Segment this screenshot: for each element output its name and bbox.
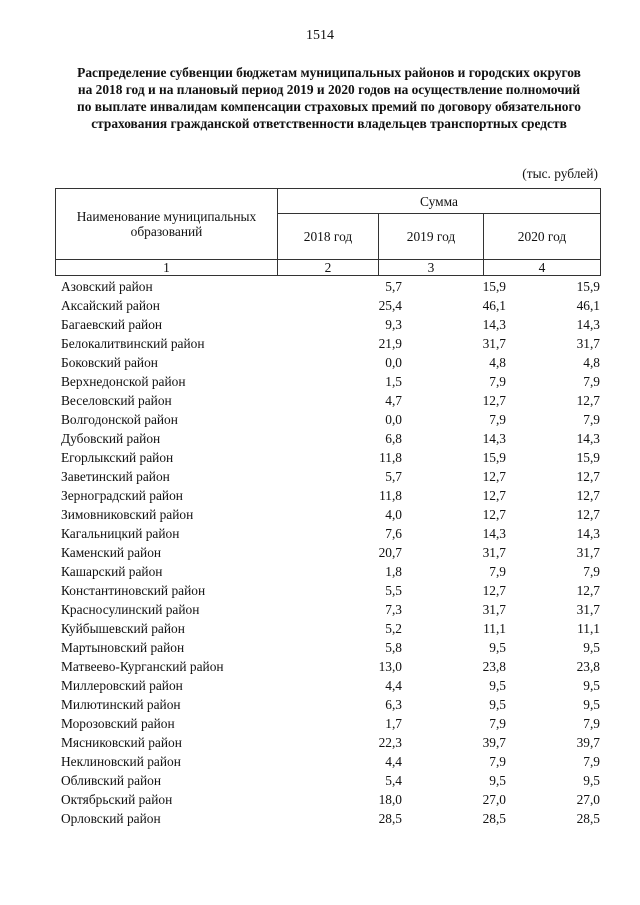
table-row xyxy=(55,277,600,296)
value-2018: 1,7 xyxy=(385,716,402,731)
value-2020: 12,7 xyxy=(576,469,600,484)
value-2019: 27,0 xyxy=(482,792,506,807)
row-name: Неклиновский район xyxy=(61,754,181,769)
value-2020: 46,1 xyxy=(576,298,600,313)
table-row xyxy=(55,505,600,524)
row-name: Матвеево-Курганский район xyxy=(61,659,224,674)
table-row xyxy=(55,391,600,410)
value-2018: 7,6 xyxy=(385,526,402,541)
value-2019: 12,7 xyxy=(482,507,506,522)
header-year-2019: 2019 год xyxy=(379,214,484,260)
row-name: Кагальницкий район xyxy=(61,526,180,541)
value-2019: 15,9 xyxy=(482,279,506,294)
table-row xyxy=(55,790,600,809)
value-2019: 15,9 xyxy=(482,450,506,465)
table-row xyxy=(55,334,600,353)
table-row xyxy=(55,410,600,429)
value-2020: 15,9 xyxy=(576,450,600,465)
value-2019: 9,5 xyxy=(489,773,506,788)
value-2019: 39,7 xyxy=(482,735,506,750)
row-name: Волгодонской район xyxy=(61,412,178,427)
row-name: Морозовский район xyxy=(61,716,175,731)
table-row xyxy=(55,714,600,733)
row-name: Константиновский район xyxy=(61,583,206,598)
table-row xyxy=(55,638,600,657)
row-name: Боковский район xyxy=(61,355,158,370)
header-sum: Сумма xyxy=(278,189,601,214)
col-number-1: 1 xyxy=(56,260,278,276)
table-row xyxy=(55,600,600,619)
row-name: Красносулинский район xyxy=(61,602,200,617)
table-row xyxy=(55,695,600,714)
value-2018: 4,0 xyxy=(385,507,402,522)
value-2018: 5,2 xyxy=(385,621,402,636)
value-2018: 21,9 xyxy=(378,336,402,351)
value-2020: 31,7 xyxy=(576,545,600,560)
value-2018: 1,8 xyxy=(385,564,402,579)
table-row xyxy=(55,581,600,600)
value-2019: 31,7 xyxy=(482,336,506,351)
value-2018: 13,0 xyxy=(378,659,402,674)
value-2020: 31,7 xyxy=(576,602,600,617)
table-row xyxy=(55,562,600,581)
col-number-3: 3 xyxy=(379,260,484,276)
row-name: Дубовский район xyxy=(61,431,161,446)
row-name: Мясниковский район xyxy=(61,735,182,750)
value-2020: 14,3 xyxy=(576,431,600,446)
value-2018: 11,8 xyxy=(379,488,402,503)
value-2019: 7,9 xyxy=(489,374,506,389)
row-name: Белокалитвинский район xyxy=(61,336,205,351)
row-name: Куйбышевский район xyxy=(61,621,185,636)
value-2020: 7,9 xyxy=(583,754,600,769)
row-name: Обливский район xyxy=(61,773,162,788)
value-2020: 9,5 xyxy=(583,697,600,712)
value-2020: 9,5 xyxy=(583,640,600,655)
value-2019: 14,3 xyxy=(482,317,506,332)
value-2020: 11,1 xyxy=(577,621,600,636)
table-row xyxy=(55,752,600,771)
header-year-2018: 2018 год xyxy=(278,214,379,260)
value-2018: 0,0 xyxy=(385,412,402,427)
row-name: Зимовниковский район xyxy=(61,507,194,522)
document-title: Распределение субвенции бюджетам муниципальных районов и городских округов на 2018 год и на плановый период 2019 и 2020 годов на осуществление полномочий по выплате инвалидам компенсации страховых премий по договору обязательного страхования гражданской ответственности владельцев транспортных средств xyxy=(77,65,581,131)
table-body xyxy=(55,277,600,828)
value-2018: 25,4 xyxy=(378,298,402,313)
row-name: Октябрьский район xyxy=(61,792,173,807)
table-row xyxy=(55,619,600,638)
value-2019: 31,7 xyxy=(482,602,506,617)
value-2019: 12,7 xyxy=(482,488,506,503)
value-2020: 14,3 xyxy=(576,317,600,332)
header-name-column: Наименование муниципальных образований xyxy=(56,189,278,260)
row-name: Кашарский район xyxy=(61,564,163,579)
table-row xyxy=(55,524,600,543)
header-year-2020: 2020 год xyxy=(484,214,601,260)
table-row xyxy=(55,771,600,790)
value-2018: 7,3 xyxy=(385,602,402,617)
value-2018: 4,7 xyxy=(385,393,402,408)
value-2018: 6,3 xyxy=(385,697,402,712)
value-2019: 9,5 xyxy=(489,697,506,712)
value-2018: 28,5 xyxy=(378,811,402,826)
value-2018: 18,0 xyxy=(378,792,402,807)
value-2020: 28,5 xyxy=(576,811,600,826)
value-2020: 4,8 xyxy=(583,355,600,370)
table-row xyxy=(55,315,600,334)
value-2019: 23,8 xyxy=(482,659,506,674)
value-2020: 7,9 xyxy=(583,716,600,731)
row-name: Миллеровский район xyxy=(61,678,183,693)
row-name: Азовский район xyxy=(61,279,153,294)
value-2020: 15,9 xyxy=(576,279,600,294)
table-row xyxy=(55,296,600,315)
value-2020: 9,5 xyxy=(583,773,600,788)
value-2019: 9,5 xyxy=(489,678,506,693)
value-2018: 4,4 xyxy=(385,754,402,769)
row-name: Егорлыкский район xyxy=(61,450,174,465)
row-name: Верхнедонской район xyxy=(61,374,186,389)
table-row xyxy=(55,448,600,467)
value-2018: 22,3 xyxy=(378,735,402,750)
table-row xyxy=(55,809,600,828)
value-2020: 7,9 xyxy=(583,412,600,427)
value-2019: 7,9 xyxy=(489,716,506,731)
row-name: Веселовский район xyxy=(61,393,172,408)
value-2018: 5,7 xyxy=(385,279,402,294)
value-2020: 12,7 xyxy=(576,507,600,522)
row-name: Аксайский район xyxy=(61,298,160,313)
value-2018: 5,5 xyxy=(385,583,402,598)
value-2019: 7,9 xyxy=(489,754,506,769)
value-2018: 9,3 xyxy=(385,317,402,332)
value-2018: 11,8 xyxy=(379,450,402,465)
row-name: Орловский район xyxy=(61,811,161,826)
value-2018: 5,7 xyxy=(385,469,402,484)
value-2020: 31,7 xyxy=(576,336,600,351)
row-name: Багаевский район xyxy=(61,317,163,332)
value-2019: 12,7 xyxy=(482,469,506,484)
value-2020: 14,3 xyxy=(576,526,600,541)
value-2019: 7,9 xyxy=(489,412,506,427)
col-number-2: 2 xyxy=(278,260,379,276)
row-name: Мартыновский район xyxy=(61,640,185,655)
value-2019: 31,7 xyxy=(482,545,506,560)
value-2019: 14,3 xyxy=(482,431,506,446)
value-2018: 6,8 xyxy=(385,431,402,446)
value-2020: 12,7 xyxy=(576,393,600,408)
value-2018: 4,4 xyxy=(385,678,402,693)
row-name: Зерноградский район xyxy=(61,488,183,503)
table-row xyxy=(55,657,600,676)
row-name: Каменский район xyxy=(61,545,162,560)
value-2020: 27,0 xyxy=(576,792,600,807)
value-2020: 23,8 xyxy=(576,659,600,674)
value-2019: 28,5 xyxy=(482,811,506,826)
value-2020: 39,7 xyxy=(576,735,600,750)
value-2019: 9,5 xyxy=(489,640,506,655)
value-2018: 1,5 xyxy=(385,374,402,389)
table-row xyxy=(55,353,600,372)
value-2018: 5,8 xyxy=(385,640,402,655)
value-2020: 12,7 xyxy=(576,583,600,598)
value-2019: 12,7 xyxy=(482,393,506,408)
value-2020: 12,7 xyxy=(576,488,600,503)
value-2018: 20,7 xyxy=(378,545,402,560)
col-number-4: 4 xyxy=(484,260,601,276)
table-row xyxy=(55,676,600,695)
table-header xyxy=(55,188,601,276)
value-2019: 46,1 xyxy=(482,298,506,313)
table-row xyxy=(55,372,600,391)
value-2018: 0,0 xyxy=(385,355,402,370)
value-2019: 12,7 xyxy=(482,583,506,598)
table-row xyxy=(55,429,600,448)
units-note: (тыс. рублей) xyxy=(522,166,598,181)
value-2020: 7,9 xyxy=(583,374,600,389)
table-row xyxy=(55,467,600,486)
value-2020: 7,9 xyxy=(583,564,600,579)
value-2019: 14,3 xyxy=(482,526,506,541)
value-2020: 9,5 xyxy=(583,678,600,693)
table-row xyxy=(55,733,600,752)
value-2018: 5,4 xyxy=(385,773,402,788)
row-name: Милютинский район xyxy=(61,697,181,712)
row-name: Заветинский район xyxy=(61,469,170,484)
value-2019: 11,1 xyxy=(483,621,506,636)
page-number: 1514 xyxy=(306,28,334,43)
table-row xyxy=(55,486,600,505)
table-row xyxy=(55,543,600,562)
value-2019: 7,9 xyxy=(489,564,506,579)
value-2019: 4,8 xyxy=(489,355,506,370)
